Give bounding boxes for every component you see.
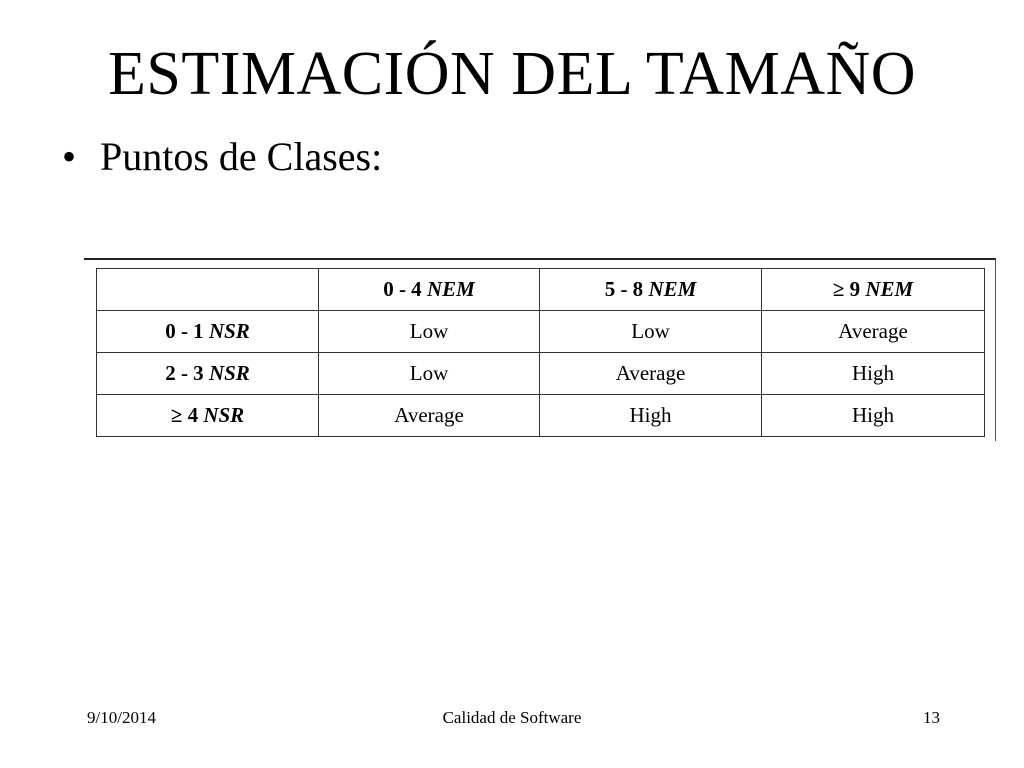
- bullet-text: Puntos de Clases:: [100, 134, 383, 179]
- table-cell: Low: [540, 311, 762, 353]
- row-header-cell: 2 - 3 NSR: [97, 353, 319, 395]
- table-cell: Average: [540, 353, 762, 395]
- footer-course-title: Calidad de Software: [442, 708, 582, 727]
- table-cell: Average: [319, 395, 540, 437]
- table-cell: High: [762, 395, 985, 437]
- table-cell: Low: [319, 353, 540, 395]
- bullet-item: [62, 133, 382, 181]
- footer-page-number: 13: [923, 708, 940, 727]
- table-header-row: [97, 269, 985, 311]
- table-cell: Low: [319, 311, 540, 353]
- header-cell-nem-9-plus: ≥ 9 NEM: [762, 269, 985, 311]
- row-header-cell: ≥ 4 NSR: [97, 395, 319, 437]
- header-cell-nem-0-4: 0 - 4 NEM: [319, 269, 540, 311]
- table-cell: High: [762, 353, 985, 395]
- table-cell: Average: [762, 311, 985, 353]
- header-cell-nem-5-8: 5 - 8 NEM: [540, 269, 762, 311]
- bullet-icon: •: [62, 134, 77, 179]
- row-header-cell: 0 - 1 NSR: [97, 311, 319, 353]
- table-row: [97, 311, 985, 353]
- slide-title: ESTIMACIÓN DEL TAMAÑO: [107, 40, 917, 108]
- table-row: [97, 353, 985, 395]
- table-cell: High: [540, 395, 762, 437]
- size-table: [96, 268, 985, 437]
- table-row: [97, 395, 985, 437]
- footer-date: 9/10/2014: [87, 708, 156, 727]
- header-corner-cell: [97, 269, 319, 311]
